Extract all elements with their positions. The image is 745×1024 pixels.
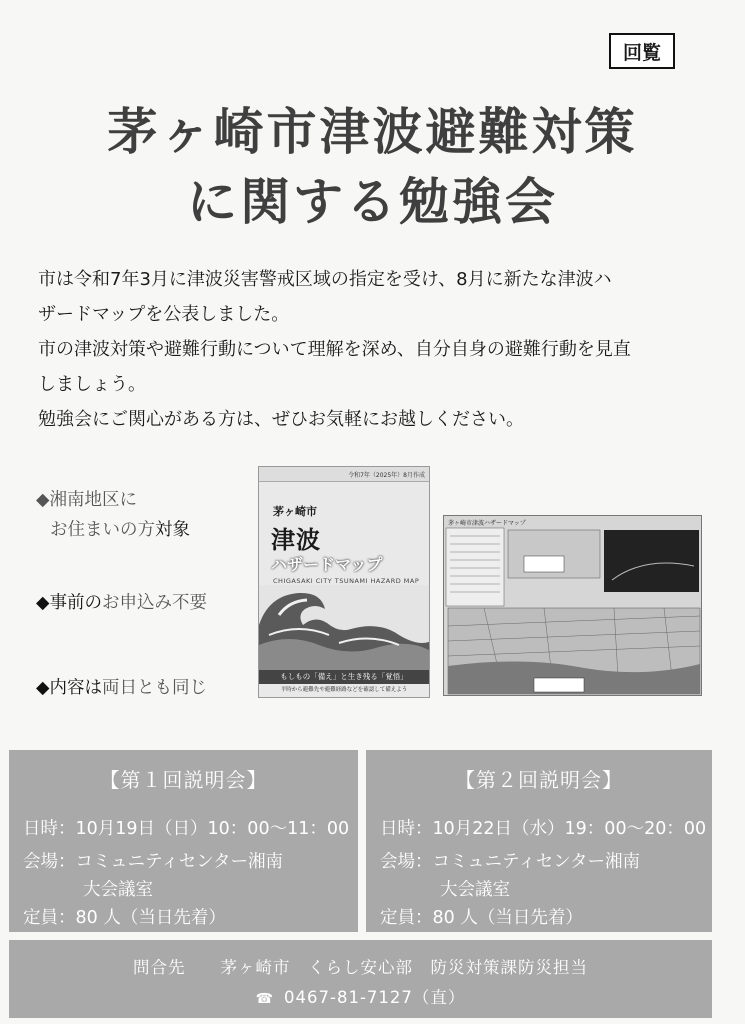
intro-line: 市の津波対策や避難行動について理解を深め、自分自身の避難行動を見直	[38, 339, 631, 360]
bullet-target-area	[36, 485, 190, 545]
session-venue: 会場：コミュニティセンター湘南	[23, 852, 284, 872]
map-illustration	[444, 516, 702, 696]
bullet-text: ◆事前の	[36, 593, 102, 613]
session-capacity: 定員：80 人（当日先着）	[380, 908, 583, 928]
bullet-text: お住まいの方	[50, 520, 155, 540]
session-venue: 会場：コミュニティセンター湘南	[380, 852, 641, 872]
bullet-text: お申込み不要	[101, 593, 207, 613]
cover-slogan: もしもの「備え」と生き残る「覚悟」	[259, 670, 429, 684]
session-venue-room: 大会議室	[83, 880, 153, 900]
bullet-same-content	[36, 673, 207, 703]
session-datetime: 日時：10月19日（日）10：00～11：00	[23, 819, 350, 839]
contact-phone: 0467-81-7127（直）	[284, 988, 466, 1007]
circulation-stamp: 回覧	[609, 33, 675, 69]
bullet-text: ◆内容は	[36, 678, 102, 698]
hazard-map-image	[443, 515, 702, 696]
intro-line: ザードマップを公表しました。	[38, 304, 290, 325]
session-heading: 【第１回説明会】	[99, 768, 268, 792]
map-title: 茅ヶ崎市津波ハザードマップ	[448, 520, 526, 527]
bullet-text: 対象	[155, 520, 190, 540]
session-heading: 【第２回説明会】	[455, 768, 623, 792]
hazard-map-cover-image	[258, 466, 430, 698]
cover-note: 平時から避難先や避難経路などを確認して備えよう	[280, 687, 408, 693]
intro-line: しましょう。	[38, 374, 146, 395]
phone-icon: ☎	[255, 991, 275, 1007]
cover-date: 令和7年（2025年）8月作成	[348, 472, 425, 479]
session-venue-room: 大会議室	[440, 880, 510, 900]
session-1-panel	[9, 750, 358, 932]
wave-illustration	[259, 585, 430, 670]
session-datetime: 日時：10月22日（水）19：00～20：00	[380, 819, 707, 839]
cover-title: 津波	[271, 526, 321, 554]
intro-line: 勉強会にご関心がある方は、ぜひお気軽にお越しください。	[38, 409, 524, 430]
intro-text	[38, 262, 718, 437]
cover-english: CHIGASAKI CITY TSUNAMI HAZARD MAP	[273, 577, 420, 585]
bullet-text: ◆湘南地区に	[36, 490, 137, 510]
session-capacity: 定員：80 人（当日先着）	[23, 908, 226, 928]
intro-line: 市は令和7年3月に津波災害警戒区域の指定を受け、8月に新たな津波ハ	[38, 269, 612, 290]
contact-panel	[9, 940, 712, 1018]
bullet-subline	[36, 515, 190, 545]
bullet-text: 両日とも同じ	[101, 678, 207, 698]
session-2-panel	[366, 750, 712, 932]
cover-city: 茅ヶ崎市	[273, 505, 317, 518]
contact-department: 問合先 茅ヶ崎市 くらし安心部 防災対策課防災担当	[133, 958, 588, 977]
bullet-no-application	[36, 588, 207, 618]
cover-subtitle: ハザードマップ	[271, 555, 383, 574]
page-title-line1: 茅ヶ崎市津波避難対策	[107, 103, 638, 161]
contact-phone-line	[9, 984, 712, 1008]
page-title-line2: に関する勉強会	[187, 173, 558, 231]
